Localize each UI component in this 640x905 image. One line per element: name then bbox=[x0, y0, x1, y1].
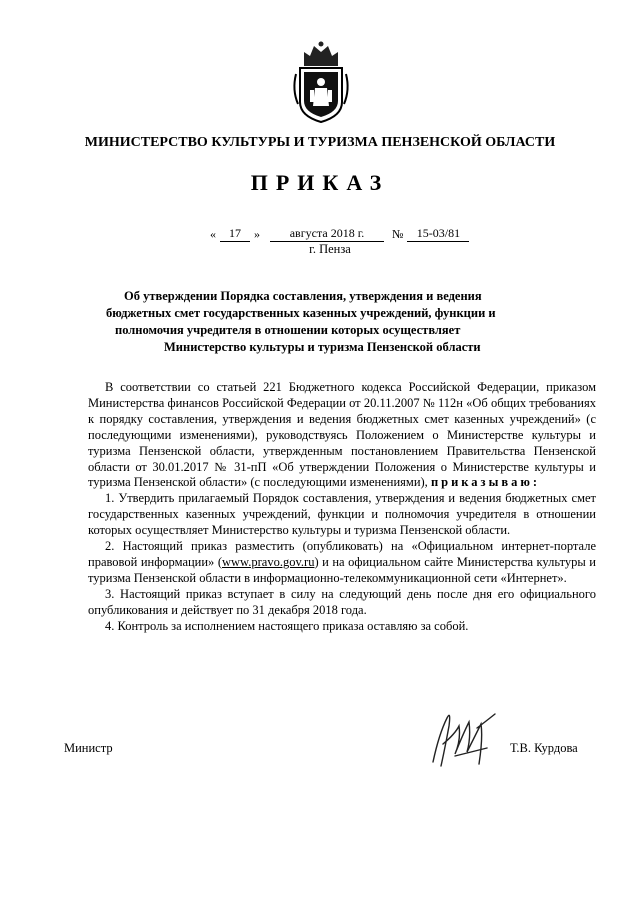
subject-line: Министерство культуры и туризма Пензенской области bbox=[164, 340, 481, 354]
handwritten-signature bbox=[425, 704, 505, 774]
number-sign: № bbox=[392, 227, 404, 241]
date-close-quote: » bbox=[254, 227, 260, 241]
order-word: приказываю: bbox=[430, 475, 541, 490]
item-2-text: 2. Настоящий приказ разместить (опубликовать) на «Официальном интернет-портале правовой информации» ( bbox=[88, 539, 596, 569]
subject-heading bbox=[100, 288, 570, 356]
document-type-title: ПРИКАЗ bbox=[250, 170, 390, 195]
signatory-role: Министр bbox=[64, 741, 113, 755]
subject-line: Об утверждении Порядка составления, утверждения и ведения bbox=[124, 289, 482, 303]
signatory-name: Т.В. Курдова bbox=[510, 741, 578, 755]
preamble-text: В соответствии со статьей 221 Бюджетного кодекса Российской Федерации, приказом Министерства финансов Российской Федерации от 20.11.2007 № 112н «Об общих требованиях к порядку составления, утверждения и ведения бюджетных смет казенных учреждений» (с последующими изменениями), руководствуясь Положением о Министерстве культуры и туризма Пензенской области, утвержденным постановлением Правительства Пензенской области от 30.01.2017 № 31-пП «Об утверждении Положения о Министерстве культуры и туризма Пензенской области» (с последующими изменениями), bbox=[88, 380, 596, 490]
ministry-name: МИНИСТЕРСТВО КУЛЬТУРЫ И ТУРИЗМА ПЕНЗЕНСКОЙ ОБЛАСТИ bbox=[84, 135, 556, 150]
city: г. Пенза bbox=[309, 242, 351, 256]
item-3: 3. Настоящий приказ вступает в силу на следующий день после дня его официального опубликования и действует по 31 декабря 2018 года. bbox=[88, 586, 596, 617]
subject-line: бюджетных смет государственных казенных учреждений, функции и bbox=[106, 306, 496, 320]
item-2 bbox=[88, 539, 596, 587]
date-number-line bbox=[210, 226, 470, 242]
document-number: 15-03/81 bbox=[407, 226, 469, 242]
item-1: 1. Утвердить прилагаемый Порядок составления, утверждения и ведения бюджетных смет государственных казенных учреждений, функции и полномочия учредителя в отношении которых осуществляет Министерство культуры и туризма Пензенской области. bbox=[88, 491, 596, 538]
item-2-text-end: ) и на официальном сайте Министерства культуры и туризма Пензенской области в информационно-телекоммуникационной сети «Интернет». bbox=[88, 554, 596, 585]
item-4: 4. Контроль за исполнением настоящего приказа оставляю за собой. bbox=[105, 618, 469, 633]
document-body bbox=[88, 380, 596, 635]
coat-of-arms-emblem bbox=[290, 40, 352, 124]
date-open-quote: « bbox=[210, 227, 216, 241]
date-day: 17 bbox=[220, 226, 250, 242]
subject-line: полномочия учредителя в отношении которых осуществляет bbox=[115, 323, 461, 337]
pravo-link[interactable]: www.pravo.gov.ru bbox=[222, 554, 315, 569]
date-month-year: августа 2018 г. bbox=[270, 226, 384, 242]
preamble-paragraph bbox=[88, 380, 596, 491]
